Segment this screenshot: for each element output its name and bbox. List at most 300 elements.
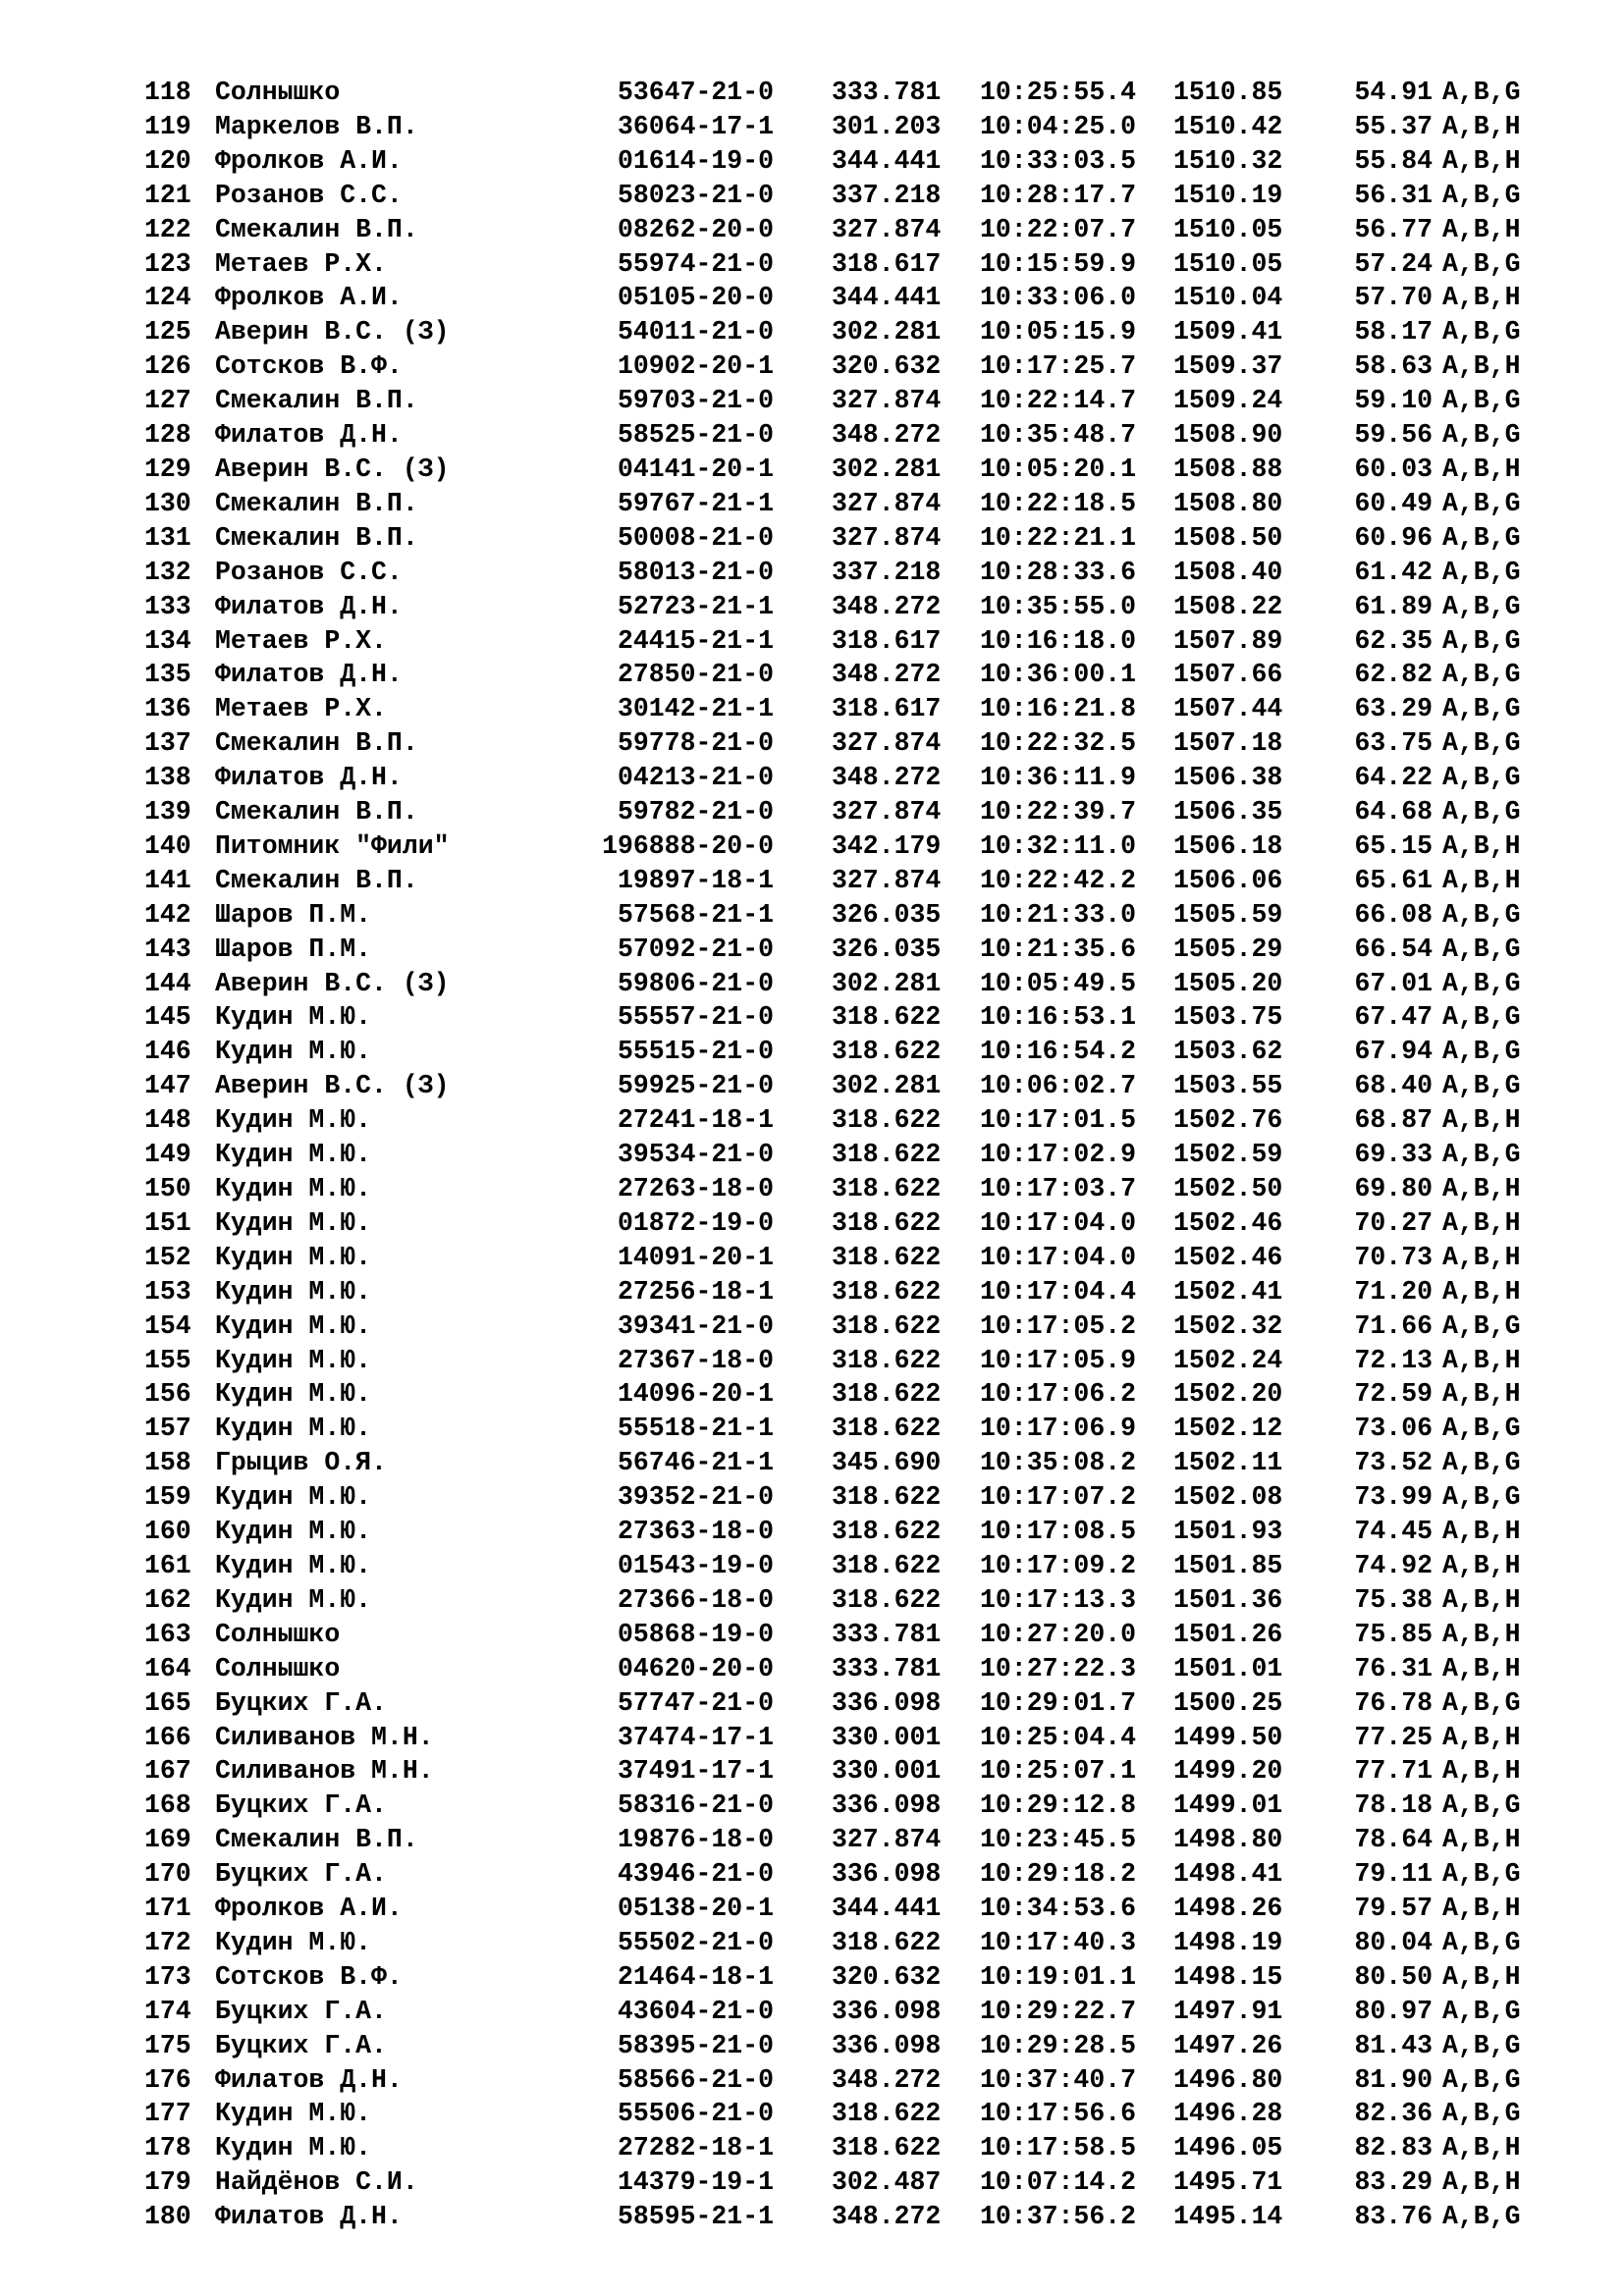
cell-num: 146 [144, 1037, 191, 1067]
cell-num: 160 [144, 1517, 191, 1547]
cell-flags: A,B,G [1442, 522, 1521, 553]
cell-num: 167 [144, 1756, 191, 1787]
cell-ring: 37474-17-1 [617, 1722, 774, 1752]
cell-dist: 326.035 [832, 934, 942, 964]
cell-flags: A,B,G [1442, 2064, 1521, 2095]
cell-num: 177 [144, 2099, 191, 2129]
cell-time: 10:22:42.2 [980, 865, 1137, 895]
cell-name: Сотсков В.Ф. [215, 351, 403, 382]
cell-pct: 60.96 [1354, 522, 1433, 553]
cell-ring: 01543-19-0 [617, 1550, 774, 1580]
cell-ring: 58023-21-0 [617, 180, 774, 210]
cell-flags: A,B,G [1442, 1002, 1521, 1033]
cell-name: Солнышко [215, 78, 341, 107]
cell-name: Кудин М.Ю. [215, 1550, 372, 1580]
cell-pct: 63.75 [1354, 728, 1433, 759]
cell-pct: 74.45 [1354, 1517, 1433, 1547]
cell-num: 133 [144, 591, 191, 621]
cell-dist: 330.001 [832, 1756, 942, 1787]
cell-speed: 1510.04 [1173, 283, 1283, 313]
cell-speed: 1497.26 [1173, 2030, 1283, 2060]
cell-num: 138 [144, 763, 191, 793]
cell-ring: 52723-21-1 [617, 591, 774, 621]
cell-speed: 1508.40 [1173, 557, 1283, 587]
cell-dist: 327.874 [832, 214, 942, 244]
cell-time: 10:16:21.8 [980, 694, 1137, 724]
cell-name: Метаев Р.Х. [215, 694, 387, 724]
cell-time: 10:37:56.2 [980, 2202, 1137, 2232]
cell-num: 140 [144, 830, 191, 861]
cell-name: Кудин М.Ю. [215, 1242, 372, 1272]
cell-num: 176 [144, 2064, 191, 2095]
cell-time: 10:28:33.6 [980, 557, 1137, 587]
cell-flags: A,B,H [1442, 111, 1521, 141]
cell-time: 10:07:14.2 [980, 2167, 1137, 2198]
cell-ring: 14091-20-1 [617, 1242, 774, 1272]
cell-num: 172 [144, 1927, 191, 1957]
cell-name: Солнышко [215, 1619, 341, 1649]
cell-num: 142 [144, 899, 191, 930]
cell-ring: 27366-18-0 [617, 1584, 774, 1615]
cell-ring: 27363-18-0 [617, 1517, 774, 1547]
cell-dist: 318.622 [832, 2133, 942, 2163]
cell-dist: 344.441 [832, 1894, 942, 1924]
cell-pct: 75.85 [1354, 1619, 1433, 1649]
cell-pct: 66.54 [1354, 934, 1433, 964]
cell-name: Кудин М.Ю. [215, 1414, 372, 1444]
cell-time: 10:34:53.6 [980, 1894, 1137, 1924]
cell-name: Кудин М.Ю. [215, 2133, 372, 2163]
cell-pct: 70.27 [1354, 1207, 1433, 1238]
cell-name: Силиванов М.Н. [215, 1756, 434, 1787]
cell-dist: 327.874 [832, 522, 942, 553]
cell-pct: 56.77 [1354, 214, 1433, 244]
cell-speed: 1508.22 [1173, 591, 1283, 621]
cell-speed: 1502.50 [1173, 1174, 1283, 1203]
cell-dist: 344.441 [832, 283, 942, 313]
cell-ring: 55557-21-0 [617, 1002, 774, 1033]
cell-flags: A,B,H [1442, 865, 1521, 895]
cell-num: 126 [144, 351, 191, 382]
cell-pct: 65.61 [1354, 865, 1433, 895]
cell-ring: 05105-20-0 [617, 283, 774, 313]
cell-speed: 1501.26 [1173, 1619, 1283, 1649]
cell-name: Солнышко [215, 1653, 341, 1683]
cell-dist: 318.622 [832, 1584, 942, 1615]
cell-name: Филатов Д.Н. [215, 591, 403, 621]
cell-ring: 39341-21-0 [617, 1310, 774, 1341]
cell-pct: 79.11 [1354, 1859, 1433, 1890]
cell-pct: 62.82 [1354, 660, 1433, 690]
cell-ring: 57568-21-1 [617, 899, 774, 930]
cell-flags: A,B,H [1442, 1894, 1521, 1924]
cell-flags: A,B,G [1442, 386, 1521, 416]
cell-dist: 318.622 [832, 1414, 942, 1444]
cell-name: Кудин М.Ю. [215, 1310, 372, 1341]
cell-name: Кудин М.Ю. [215, 1482, 372, 1513]
cell-time: 10:28:17.7 [980, 180, 1137, 210]
cell-flags: A,B,G [1442, 78, 1521, 107]
cell-flags: A,B,H [1442, 145, 1521, 176]
cell-num: 174 [144, 1996, 191, 2026]
cell-speed: 1510.05 [1173, 248, 1283, 279]
cell-flags: A,B,G [1442, 557, 1521, 587]
cell-num: 148 [144, 1105, 191, 1136]
cell-speed: 1510.05 [1173, 214, 1283, 244]
cell-dist: 342.179 [832, 830, 942, 861]
cell-dist: 301.203 [832, 111, 942, 141]
cell-name: Грыцив О.Я. [215, 1448, 387, 1478]
cell-flags: A,B,G [1442, 317, 1521, 347]
cell-speed: 1497.91 [1173, 1996, 1283, 2026]
cell-ring: 27241-18-1 [617, 1105, 774, 1136]
cell-pct: 77.25 [1354, 1722, 1433, 1752]
cell-pct: 73.99 [1354, 1482, 1433, 1513]
cell-time: 10:06:02.7 [980, 1071, 1137, 1101]
cell-dist: 318.622 [832, 1174, 942, 1203]
cell-pct: 81.90 [1354, 2064, 1433, 2095]
cell-ring: 196888-20-0 [602, 830, 774, 861]
cell-name: Буцких Г.А. [215, 2030, 387, 2060]
cell-time: 10:36:11.9 [980, 763, 1137, 793]
cell-name: Смекалин В.П. [215, 522, 418, 553]
cell-name: Кудин М.Ю. [215, 2099, 372, 2129]
cell-pct: 73.06 [1354, 1414, 1433, 1444]
cell-num: 165 [144, 1687, 191, 1718]
cell-name: Смекалин В.П. [215, 488, 418, 518]
cell-flags: A,B,H [1442, 1207, 1521, 1238]
cell-ring: 21464-18-1 [617, 1961, 774, 1992]
cell-speed: 1502.41 [1173, 1276, 1283, 1307]
cell-dist: 318.622 [832, 1927, 942, 1957]
cell-pct: 64.22 [1354, 763, 1433, 793]
cell-flags: A,B,G [1442, 1859, 1521, 1890]
cell-ring: 59703-21-0 [617, 386, 774, 416]
cell-dist: 348.272 [832, 2202, 942, 2232]
cell-num: 163 [144, 1619, 191, 1649]
cell-flags: A,B,G [1442, 180, 1521, 210]
cell-ring: 55502-21-0 [617, 1927, 774, 1957]
cell-pct: 78.64 [1354, 1825, 1433, 1855]
cell-speed: 1496.28 [1173, 2099, 1283, 2129]
cell-name: Кудин М.Ю. [215, 1584, 372, 1615]
cell-dist: 318.617 [832, 625, 942, 656]
cell-num: 171 [144, 1894, 191, 1924]
cell-ring: 59778-21-0 [617, 728, 774, 759]
cell-speed: 1501.85 [1173, 1550, 1283, 1580]
cell-speed: 1503.62 [1173, 1037, 1283, 1067]
cell-dist: 327.874 [832, 488, 942, 518]
cell-dist: 327.874 [832, 865, 942, 895]
cell-speed: 1502.46 [1173, 1207, 1283, 1238]
cell-num: 132 [144, 557, 191, 587]
cell-time: 10:33:06.0 [980, 283, 1137, 313]
cell-dist: 326.035 [832, 899, 942, 930]
cell-speed: 1506.18 [1173, 830, 1283, 861]
cell-speed: 1496.05 [1173, 2133, 1283, 2163]
cell-time: 10:17:04.0 [980, 1242, 1137, 1272]
cell-pct: 77.71 [1354, 1756, 1433, 1787]
cell-dist: 318.622 [832, 1002, 942, 1033]
cell-name: Метаев Р.Х. [215, 625, 387, 656]
cell-flags: A,B,H [1442, 1619, 1521, 1649]
cell-ring: 24415-21-1 [617, 625, 774, 656]
cell-flags: A,B,G [1442, 1687, 1521, 1718]
cell-flags: A,B,G [1442, 660, 1521, 690]
cell-num: 153 [144, 1276, 191, 1307]
cell-flags: A,B,G [1442, 2202, 1521, 2232]
cell-speed: 1498.80 [1173, 1825, 1283, 1855]
cell-num: 152 [144, 1242, 191, 1272]
cell-time: 10:25:04.4 [980, 1722, 1137, 1752]
cell-time: 10:22:07.7 [980, 214, 1137, 244]
cell-name: Буцких Г.А. [215, 1859, 387, 1890]
cell-time: 10:16:53.1 [980, 1002, 1137, 1033]
cell-time: 10:29:01.7 [980, 1687, 1137, 1718]
cell-time: 10:16:54.2 [980, 1037, 1137, 1067]
cell-speed: 1503.55 [1173, 1071, 1283, 1101]
cell-ring: 27367-18-0 [617, 1345, 774, 1375]
cell-speed: 1499.20 [1173, 1756, 1283, 1787]
cell-name: Розанов С.С. [215, 557, 403, 587]
cell-ring: 14096-20-1 [617, 1379, 774, 1410]
cell-dist: 327.874 [832, 1825, 942, 1855]
cell-time: 10:05:20.1 [980, 454, 1137, 484]
cell-pct: 68.87 [1354, 1105, 1433, 1136]
cell-ring: 55515-21-0 [617, 1037, 774, 1067]
cell-ring: 36064-17-1 [617, 111, 774, 141]
cell-pct: 71.20 [1354, 1276, 1433, 1307]
cell-time: 10:17:56.6 [980, 2099, 1137, 2129]
cell-dist: 337.218 [832, 180, 942, 210]
cell-flags: A,B,G [1442, 1071, 1521, 1101]
cell-ring: 43604-21-0 [617, 1996, 774, 2026]
cell-dist: 327.874 [832, 797, 942, 828]
cell-dist: 318.617 [832, 248, 942, 279]
cell-pct: 68.40 [1354, 1071, 1433, 1101]
cell-time: 10:22:14.7 [980, 386, 1137, 416]
cell-speed: 1508.90 [1173, 420, 1283, 451]
cell-flags: A,B,G [1442, 625, 1521, 656]
cell-dist: 348.272 [832, 660, 942, 690]
cell-ring: 39352-21-0 [617, 1482, 774, 1513]
cell-pct: 59.10 [1354, 386, 1433, 416]
cell-dist: 302.281 [832, 317, 942, 347]
cell-flags: A,B,G [1442, 934, 1521, 964]
cell-num: 134 [144, 625, 191, 656]
cell-pct: 65.15 [1354, 830, 1433, 861]
cell-dist: 320.632 [832, 1961, 942, 1992]
cell-name: Буцких Г.А. [215, 1790, 387, 1821]
cell-speed: 1507.66 [1173, 660, 1283, 690]
cell-num: 159 [144, 1482, 191, 1513]
cell-pct: 82.83 [1354, 2133, 1433, 2163]
cell-dist: 336.098 [832, 2030, 942, 2060]
cell-name: Кудин М.Ю. [215, 1927, 372, 1957]
cell-num: 125 [144, 317, 191, 347]
cell-ring: 30142-21-1 [617, 694, 774, 724]
cell-time: 10:27:20.0 [980, 1619, 1137, 1649]
cell-dist: 337.218 [832, 557, 942, 587]
cell-speed: 1501.93 [1173, 1517, 1283, 1547]
cell-dist: 318.622 [832, 2099, 942, 2129]
cell-flags: A,B,H [1442, 1825, 1521, 1855]
cell-speed: 1499.50 [1173, 1722, 1283, 1752]
cell-num: 120 [144, 145, 191, 176]
cell-speed: 1505.29 [1173, 934, 1283, 964]
cell-ring: 27282-18-1 [617, 2133, 774, 2163]
cell-time: 10:29:28.5 [980, 2030, 1137, 2060]
cell-flags: A,B,G [1442, 488, 1521, 518]
cell-num: 168 [144, 1790, 191, 1821]
cell-flags: A,B,H [1442, 214, 1521, 244]
cell-num: 122 [144, 214, 191, 244]
cell-flags: A,B,G [1442, 728, 1521, 759]
cell-speed: 1498.15 [1173, 1961, 1283, 1992]
cell-speed: 1501.01 [1173, 1653, 1283, 1683]
cell-flags: A,B,H [1442, 1345, 1521, 1375]
cell-time: 10:17:13.3 [980, 1584, 1137, 1615]
cell-num: 173 [144, 1961, 191, 1992]
cell-num: 135 [144, 660, 191, 690]
cell-num: 123 [144, 248, 191, 279]
cell-name: Шаров П.М. [215, 899, 372, 930]
cell-flags: A,B,G [1442, 763, 1521, 793]
cell-flags: A,B,G [1442, 591, 1521, 621]
cell-pct: 69.33 [1354, 1140, 1433, 1170]
cell-time: 10:17:08.5 [980, 1517, 1137, 1547]
cell-pct: 56.31 [1354, 180, 1433, 210]
cell-time: 10:17:03.7 [980, 1174, 1137, 1203]
cell-time: 10:35:48.7 [980, 420, 1137, 451]
cell-name: Кудин М.Ю. [215, 1174, 372, 1203]
cell-ring: 50008-21-0 [617, 522, 774, 553]
cell-num: 129 [144, 454, 191, 484]
cell-ring: 05138-20-1 [617, 1894, 774, 1924]
cell-speed: 1510.19 [1173, 180, 1283, 210]
cell-num: 155 [144, 1345, 191, 1375]
cell-dist: 344.441 [832, 145, 942, 176]
cell-dist: 345.690 [832, 1448, 942, 1478]
cell-name: Филатов Д.Н. [215, 420, 403, 451]
cell-time: 10:17:02.9 [980, 1140, 1137, 1170]
cell-speed: 1502.08 [1173, 1482, 1283, 1513]
cell-ring: 57747-21-0 [617, 1687, 774, 1718]
cell-pct: 63.29 [1354, 694, 1433, 724]
cell-num: 121 [144, 180, 191, 210]
cell-speed: 1495.14 [1173, 2202, 1283, 2232]
cell-num: 151 [144, 1207, 191, 1238]
cell-pct: 70.73 [1354, 1242, 1433, 1272]
cell-num: 130 [144, 488, 191, 518]
cell-pct: 58.63 [1354, 351, 1433, 382]
cell-flags: A,B,H [1442, 283, 1521, 313]
cell-ring: 19876-18-0 [617, 1825, 774, 1855]
cell-flags: A,B,H [1442, 1756, 1521, 1787]
cell-flags: A,B,G [1442, 1790, 1521, 1821]
cell-pct: 81.43 [1354, 2030, 1433, 2060]
cell-pct: 75.38 [1354, 1584, 1433, 1615]
cell-time: 10:19:01.1 [980, 1961, 1137, 1992]
cell-ring: 58013-21-0 [617, 557, 774, 587]
cell-speed: 1501.36 [1173, 1584, 1283, 1615]
cell-pct: 60.49 [1354, 488, 1433, 518]
cell-ring: 04620-20-0 [617, 1653, 774, 1683]
cell-flags: A,B,G [1442, 1140, 1521, 1170]
cell-ring: 58595-21-1 [617, 2202, 774, 2232]
cell-speed: 1502.59 [1173, 1140, 1283, 1170]
cell-speed: 1509.37 [1173, 351, 1283, 382]
cell-ring: 58566-21-0 [617, 2064, 774, 2095]
cell-ring: 59925-21-0 [617, 1071, 774, 1101]
cell-flags: A,B,H [1442, 1105, 1521, 1136]
cell-dist: 348.272 [832, 591, 942, 621]
cell-flags: A,B,H [1442, 1722, 1521, 1752]
cell-name: Смекалин В.П. [215, 386, 418, 416]
cell-flags: A,B,H [1442, 830, 1521, 861]
cell-name: Смекалин В.П. [215, 728, 418, 759]
cell-speed: 1502.20 [1173, 1379, 1283, 1410]
cell-ring: 10902-20-1 [617, 351, 774, 382]
cell-flags: A,B,G [1442, 1037, 1521, 1067]
cell-dist: 336.098 [832, 1790, 942, 1821]
cell-time: 10:25:55.4 [980, 78, 1137, 107]
cell-num: 145 [144, 1002, 191, 1033]
cell-dist: 348.272 [832, 763, 942, 793]
cell-num: 127 [144, 386, 191, 416]
cell-ring: 59767-21-1 [617, 488, 774, 518]
cell-dist: 302.487 [832, 2167, 942, 2198]
cell-name: Найдёнов С.И. [215, 2167, 418, 2198]
cell-name: Буцких Г.А. [215, 1996, 387, 2026]
cell-dist: 318.622 [832, 1310, 942, 1341]
cell-name: Маркелов В.П. [215, 111, 418, 141]
cell-time: 10:05:49.5 [980, 968, 1137, 998]
cell-num: 119 [144, 111, 191, 141]
cell-pct: 55.37 [1354, 111, 1433, 141]
cell-ring: 27263-18-0 [617, 1174, 774, 1203]
cell-num: 139 [144, 797, 191, 828]
cell-time: 10:17:01.5 [980, 1105, 1137, 1136]
cell-dist: 318.622 [832, 1345, 942, 1375]
cell-ring: 04213-21-0 [617, 763, 774, 793]
cell-num: 157 [144, 1414, 191, 1444]
cell-name: Кудин М.Ю. [215, 1207, 372, 1238]
cell-pct: 62.35 [1354, 625, 1433, 656]
cell-speed: 1506.35 [1173, 797, 1283, 828]
cell-pct: 76.78 [1354, 1687, 1433, 1718]
cell-pct: 80.50 [1354, 1961, 1433, 1992]
cell-name: Филатов Д.Н. [215, 2202, 403, 2232]
cell-name: Кудин М.Ю. [215, 1345, 372, 1375]
cell-time: 10:22:39.7 [980, 797, 1137, 828]
cell-ring: 53647-21-0 [617, 78, 774, 107]
cell-pct: 67.01 [1354, 968, 1433, 998]
cell-name: Шаров П.М. [215, 934, 372, 964]
cell-name: Кудин М.Ю. [215, 1002, 372, 1033]
cell-time: 10:17:58.5 [980, 2133, 1137, 2163]
cell-time: 10:17:05.2 [980, 1310, 1137, 1341]
cell-name: Филатов Д.Н. [215, 763, 403, 793]
cell-flags: A,B,H [1442, 1584, 1521, 1615]
cell-flags: A,B,G [1442, 2030, 1521, 2060]
cell-num: 144 [144, 968, 191, 998]
cell-pct: 61.42 [1354, 557, 1433, 587]
cell-pct: 83.76 [1354, 2202, 1433, 2232]
cell-name: Кудин М.Ю. [215, 1140, 372, 1170]
cell-ring: 14379-19-1 [617, 2167, 774, 2198]
cell-name: Аверин В.С. (З) [215, 454, 450, 484]
